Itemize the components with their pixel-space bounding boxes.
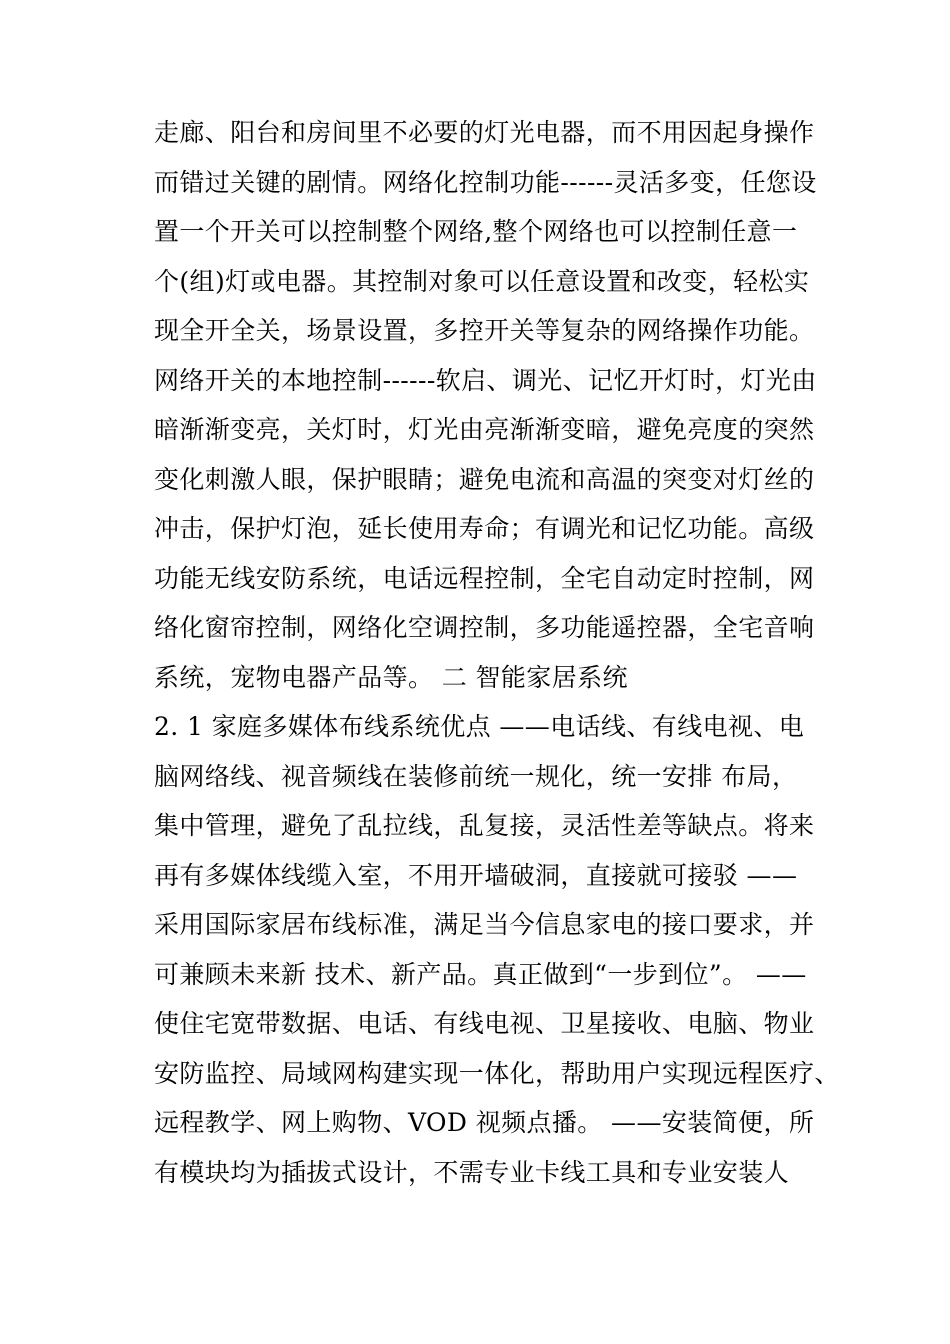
text-line: 系统，宠物电器产品等。 二 智能家居系统 [154,662,628,692]
text-line: 个(组)灯或电器。其控制对象可以任意设置和改变，轻松实 [154,266,810,296]
text-line: 变化刺激人眼，保护眼睛；避免电流和高温的突变对灯丝的 [154,464,815,494]
text-line: 而错过关键的剧情。网络化控制功能------灵活多变，任您设 [154,167,817,197]
text-line: 网络开关的本地控制------软启、调光、记忆开灯时，灯光由 [154,365,817,395]
text-line: 冲击，保护灯泡，延长使用寿命；有调光和记忆功能。高级 [154,514,815,543]
text-line: 安防监控、局域网构建实现一体化，帮助用户实现远程医疗、 [154,1058,840,1088]
text-line: 暗渐渐变亮，关灯时，灯光由亮渐渐变暗，避免亮度的突然 [154,415,815,444]
body-text [154,108,840,1197]
text-line: 现全开全关，场景设置，多控开关等复杂的网络操作功能。 [154,316,815,345]
text-line: 采用国际家居布线标准，满足当今信息家电的接口要求，并 [154,910,815,939]
text-line: 功能无线安防系统，电话远程控制，全宅自动定时控制，网 [154,563,815,593]
text-line: 远程教学、网上购物、VOD 视频点播。 ——安装简便，所 [154,1108,815,1137]
text-line: 2. 1 家庭多媒体布线系统优点 ——电话线、有线电视、电 [154,712,805,741]
text-line: 可兼顾未来新 技术、新产品。真正做到“一步到位”。 —— [154,959,807,989]
text-line: 走廊、阳台和房间里不必要的灯光电器，而不用因起身操作 [154,118,815,147]
text-line: 集中管理，避免了乱拉线，乱复接，灵活性差等缺点。将来 [154,811,815,840]
text-line: 络化窗帘控制，网络化空调控制，多功能遥控器，全宅音响 [154,613,815,642]
text-line: 使住宅宽带数据、电话、有线电视、卫星接收、电脑、物业 [154,1009,815,1038]
text-line: 有模块均为插拔式设计，不需专业卡线工具和专业安装人 [154,1157,790,1187]
text-line: 脑网络线、视音频线在装修前统一规化，统一安排 布局， [154,761,798,791]
text-line: 置一个开关可以控制整个网络,整个网络也可以控制任意一 [154,217,798,246]
text-line: 再有多媒体线缆入室，不用开墙破洞，直接就可接驳 —— [154,860,798,890]
